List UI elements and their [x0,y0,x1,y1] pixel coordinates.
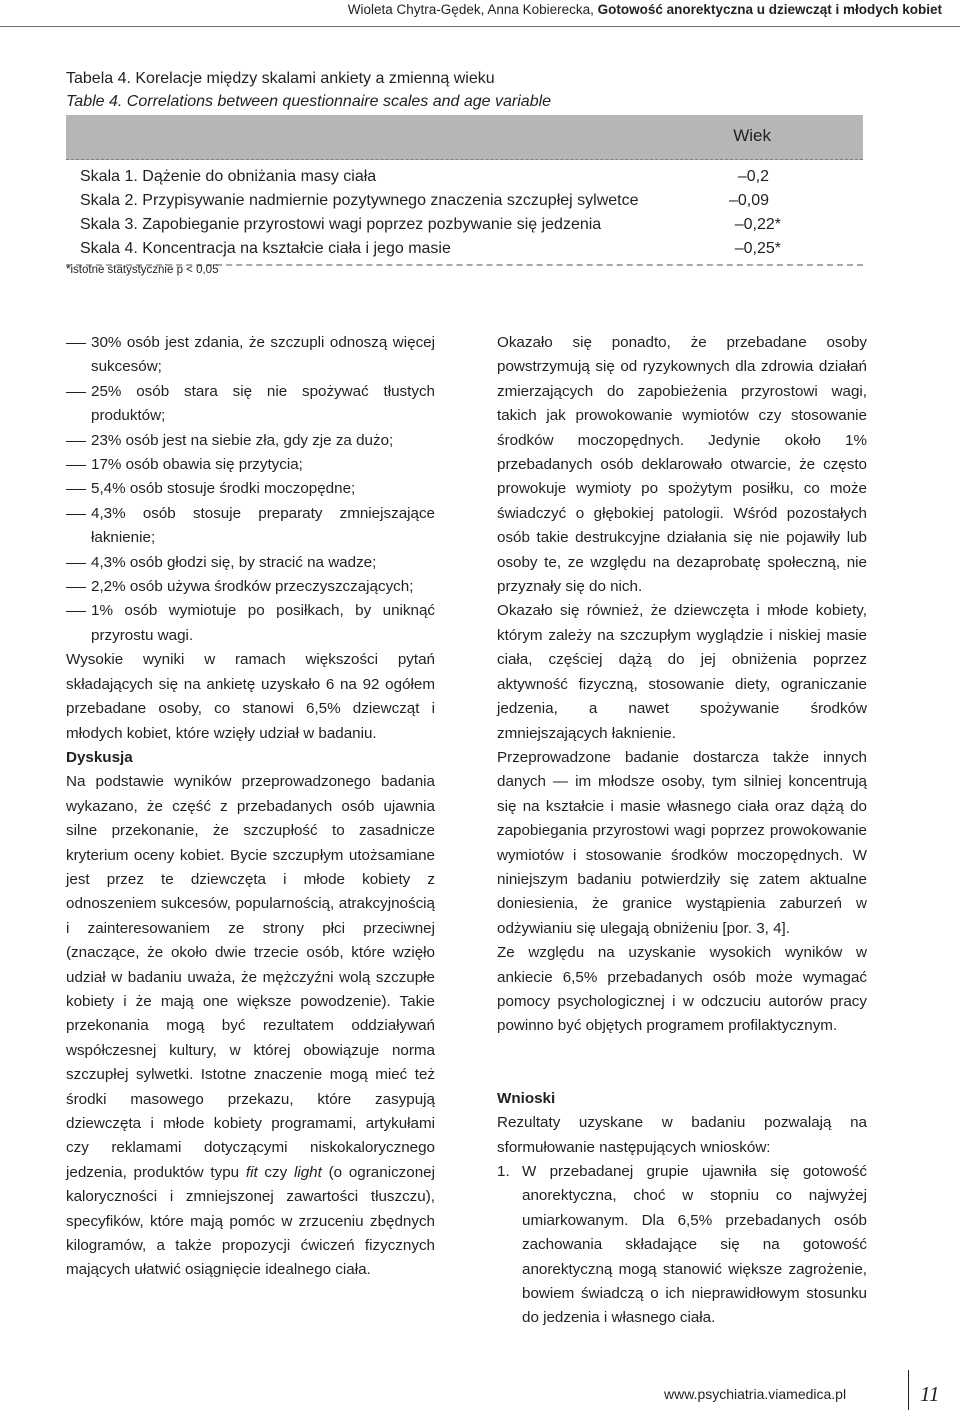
list-item-text: 17% osób obawia się przytycia; [91,456,303,474]
correlation-table [66,115,863,266]
list-item [66,331,435,380]
table-footnote: *istotne statystycznie p < 0,05 [66,264,219,276]
scale-name: Przypisywanie nadmiernie pozytywnego znaczenia szczupłej sylwetce [142,192,639,209]
paragraph: Okazało się ponadto, że przebadane osoby powstrzymują się od ryzykownych dla zdrowia działań zmierzających do zapobieżenia przyrostowi wagi, takich jak prowokowanie wymiotów czy stosowanie środków moczopędnych. Jedynie około 1% przebadanych osób deklarowało otwarcie, że często prowokuje wymioty po spożytym posiłku, co może świadczyć o głębokiej patologii. Wśród pozostałych osób takie destrukcyjne działania się nie pojawiły lub osoby te, ze względu na dezaprobatę społeczną, nie przyznały się do nich. [497,334,867,596]
conclusion-item [497,1160,867,1331]
conclusion-number: 1. [497,1163,510,1180]
list-item [66,429,435,453]
list-item [66,599,435,648]
list-item [66,477,435,501]
discussion-term-light: light [293,1163,322,1181]
dash-marker [66,343,86,344]
correlation-value: –0,25* [734,240,781,257]
table-row [66,213,863,237]
page-number: 11 [920,1382,940,1406]
list-item [66,575,435,599]
dash-marker [66,514,86,515]
dash-marker [66,587,86,588]
paragraph: Ze względu na uzyskanie wysokich wyników w ankiecie 6,5% przebadanych osób może wymagać pomocy psychologicznej i w odczuciu autorów pracy powinno być objętych programem profilaktycznym. [497,944,867,1035]
correlation-value: –0,2 [737,168,769,185]
list-item [66,453,435,477]
list-item [66,551,435,575]
list-item-text: 30% osób jest zdania, że szczupli odnoszą więcej sukcesów; [91,334,435,376]
scale-name: Dążenie do obniżania masy ciała [142,168,377,185]
scale-number: Skala 3. [80,216,138,233]
dash-marker [66,392,86,393]
discussion-text-c: (o ograniczonej kaloryczności i zmniejszonej zawartości tłuszczu), specyfików, które mają pomóc w zrzuceniu zbędnych kilogramów, a także propozycji ćwiczeń fizycznych mających ułatwić osiągnięcie idealnego ciała. [66,1163,435,1279]
paragraph: Okazało się również, że dziewczęta i młode kobiety, którym zależy na szczupłym wyglądzie i niskiej masie ciała, częściej dążą do jej obniżenia poprzez aktywność fizyczną, stosowanie diety, ograniczanie jedzenia, a nawet spożywanie środków zmniejszających łaknienie. [497,602,867,742]
table-caption [66,67,551,113]
scale-number: Skala 1. [80,168,138,185]
discussion-term-fit: fit [245,1163,258,1181]
row-label [80,240,451,258]
list-item-text: 1% osób wymiotuje po posiłkach, by uniknąć przyrostu wagi. [91,602,435,644]
row-label [80,216,601,234]
list-item-text: 5,4% osób stosuje środki moczopędne; [91,480,356,498]
table-row [66,189,863,213]
right-column [497,331,867,1331]
scale-number: Skala 2. [80,192,138,209]
footer-divider [908,1370,909,1410]
table-row [66,237,863,261]
scale-number: Skala 4. [80,240,138,257]
list-item-text: 25% osób stara się nie spożywać tłustych produktów; [91,382,435,425]
row-label [80,168,376,186]
running-head [0,0,960,27]
dash-marker [66,465,86,466]
table-row [66,165,863,189]
list-item-text: 23% osób jest na siebie zła, gdy zje za dużo; [91,431,394,449]
correlation-value: –0,09 [728,192,769,209]
results-paragraph: Wysokie wyniki w ramach większości pytań składających się na ankietę uzyskało 6 na 92 ogółem przebadane osoby, co stanowi 6,5% dziewcząt i młodych kobiet, które wzięły udział w badaniu. [66,651,435,742]
scale-name: Zapobieganie przyrostowi wagi poprzez pozbywanie się jedzenia [142,216,602,233]
running-head-authors: Wioleta Chytra-Gędek, Anna Kobierecka, [347,2,598,17]
table-caption-en: Table 4. Correlations between questionnaire scales and age variable [66,93,552,110]
running-head-title: Gotowość anorektyczna u dziewcząt i młodych kobiet [597,2,942,17]
list-item [66,502,435,551]
list-item-text: 2,2% osób używa środków przeczyszczających; [91,578,414,596]
conclusions-heading: Wnioski [497,1089,556,1107]
conclusions-intro: Rezultaty uzyskane w badaniu pozwalają na sformułowanie następujących wniosków: [497,1114,867,1156]
dash-marker [66,563,86,564]
discussion-paragraph [66,770,435,1283]
table-header [66,115,863,160]
left-column [66,331,435,1283]
journal-url: www.psychiatria.viamedica.pl [664,1386,847,1402]
list-item-text: 4,3% osób głodzi się, by stracić na wadze; [91,553,377,571]
discussion-heading: Dyskusja [66,748,133,766]
dash-marker [66,489,86,490]
table-body [66,160,863,266]
list-item-text: 4,3% osób stosuje preparaty zmniejszające łaknienie; [91,504,435,547]
conclusion-text: W przebadanej grupie ujawniła się gotowość anorektyczna, choć w stopniu co najwyżej umiarkowanym. Dla 6,5% przebadanych osób zachowania składające się na gotowość anorektyczną mogą stanowić większe zagrożenie, bowiem świadczą o ich nieprawidłowym stosunku do jedzenia i własnego ciała. [522,1163,867,1327]
table-caption-pl: Tabela 4. Korelacje między skalami ankiety a zmienną wieku [66,70,495,87]
scale-name: Koncentracja na kształcie ciała i jego masie [142,240,451,257]
correlation-value: –0,22* [734,216,781,233]
running-head-text [348,2,942,17]
discussion-text-b: czy [257,1163,294,1181]
dash-marker [66,611,86,612]
paragraph: Przeprowadzone badanie dostarcza także innych danych — im młodsze osoby, tym silniej koncentrują się na kształcie i masie własnego ciała oraz dążą do zapobiegania przyrostowi wagi poprzez prowokowanie wymiotów i stosowanie środków moczopędnych. W niniejszym badaniu potwierdziły się zatem aktualne doniesienia, że granice wystąpienia zaburzeń w odżywianiu się ulegają obniżeniu [por. 3, 4]. [497,748,867,937]
column-header-wiek: Wiek [733,126,771,145]
dash-marker [66,441,86,442]
list-item [66,380,435,429]
row-label [80,192,639,210]
discussion-text-a: Na podstawie wyników przeprowadzonego badania wykazano, że część z przebadanych osób ujawnia silne przekonanie, że szczupłość to zasadnicze kryterium oceny kobiet. Bycie szczupłym utożsamiane jest przez te dziewczęta i młode kobiety z odnoszeniem sukcesów, popularnością, atrakcyjnością i zainteresowaniem ze strony płci przeciwnej (znaczące, że około dwie trzecie osób, które wzięło udział w badaniu uważa, że mężczyźni wolą szczupłe kobiety i że mają one większe powodzenie). Takie przekonania mogą być rezultatem oddziaływań współczesnej kultury, w której obowiązuje norma szczupłej sylwetki. Istotne znaczenie mogą mieć też środki masowego przekazu, które zasypują dziewczęta i młode kobiety programami, artykułami czy reklamami dotyczącymi niskokalorycznego jedzenia, produktów typu [66,773,435,1181]
